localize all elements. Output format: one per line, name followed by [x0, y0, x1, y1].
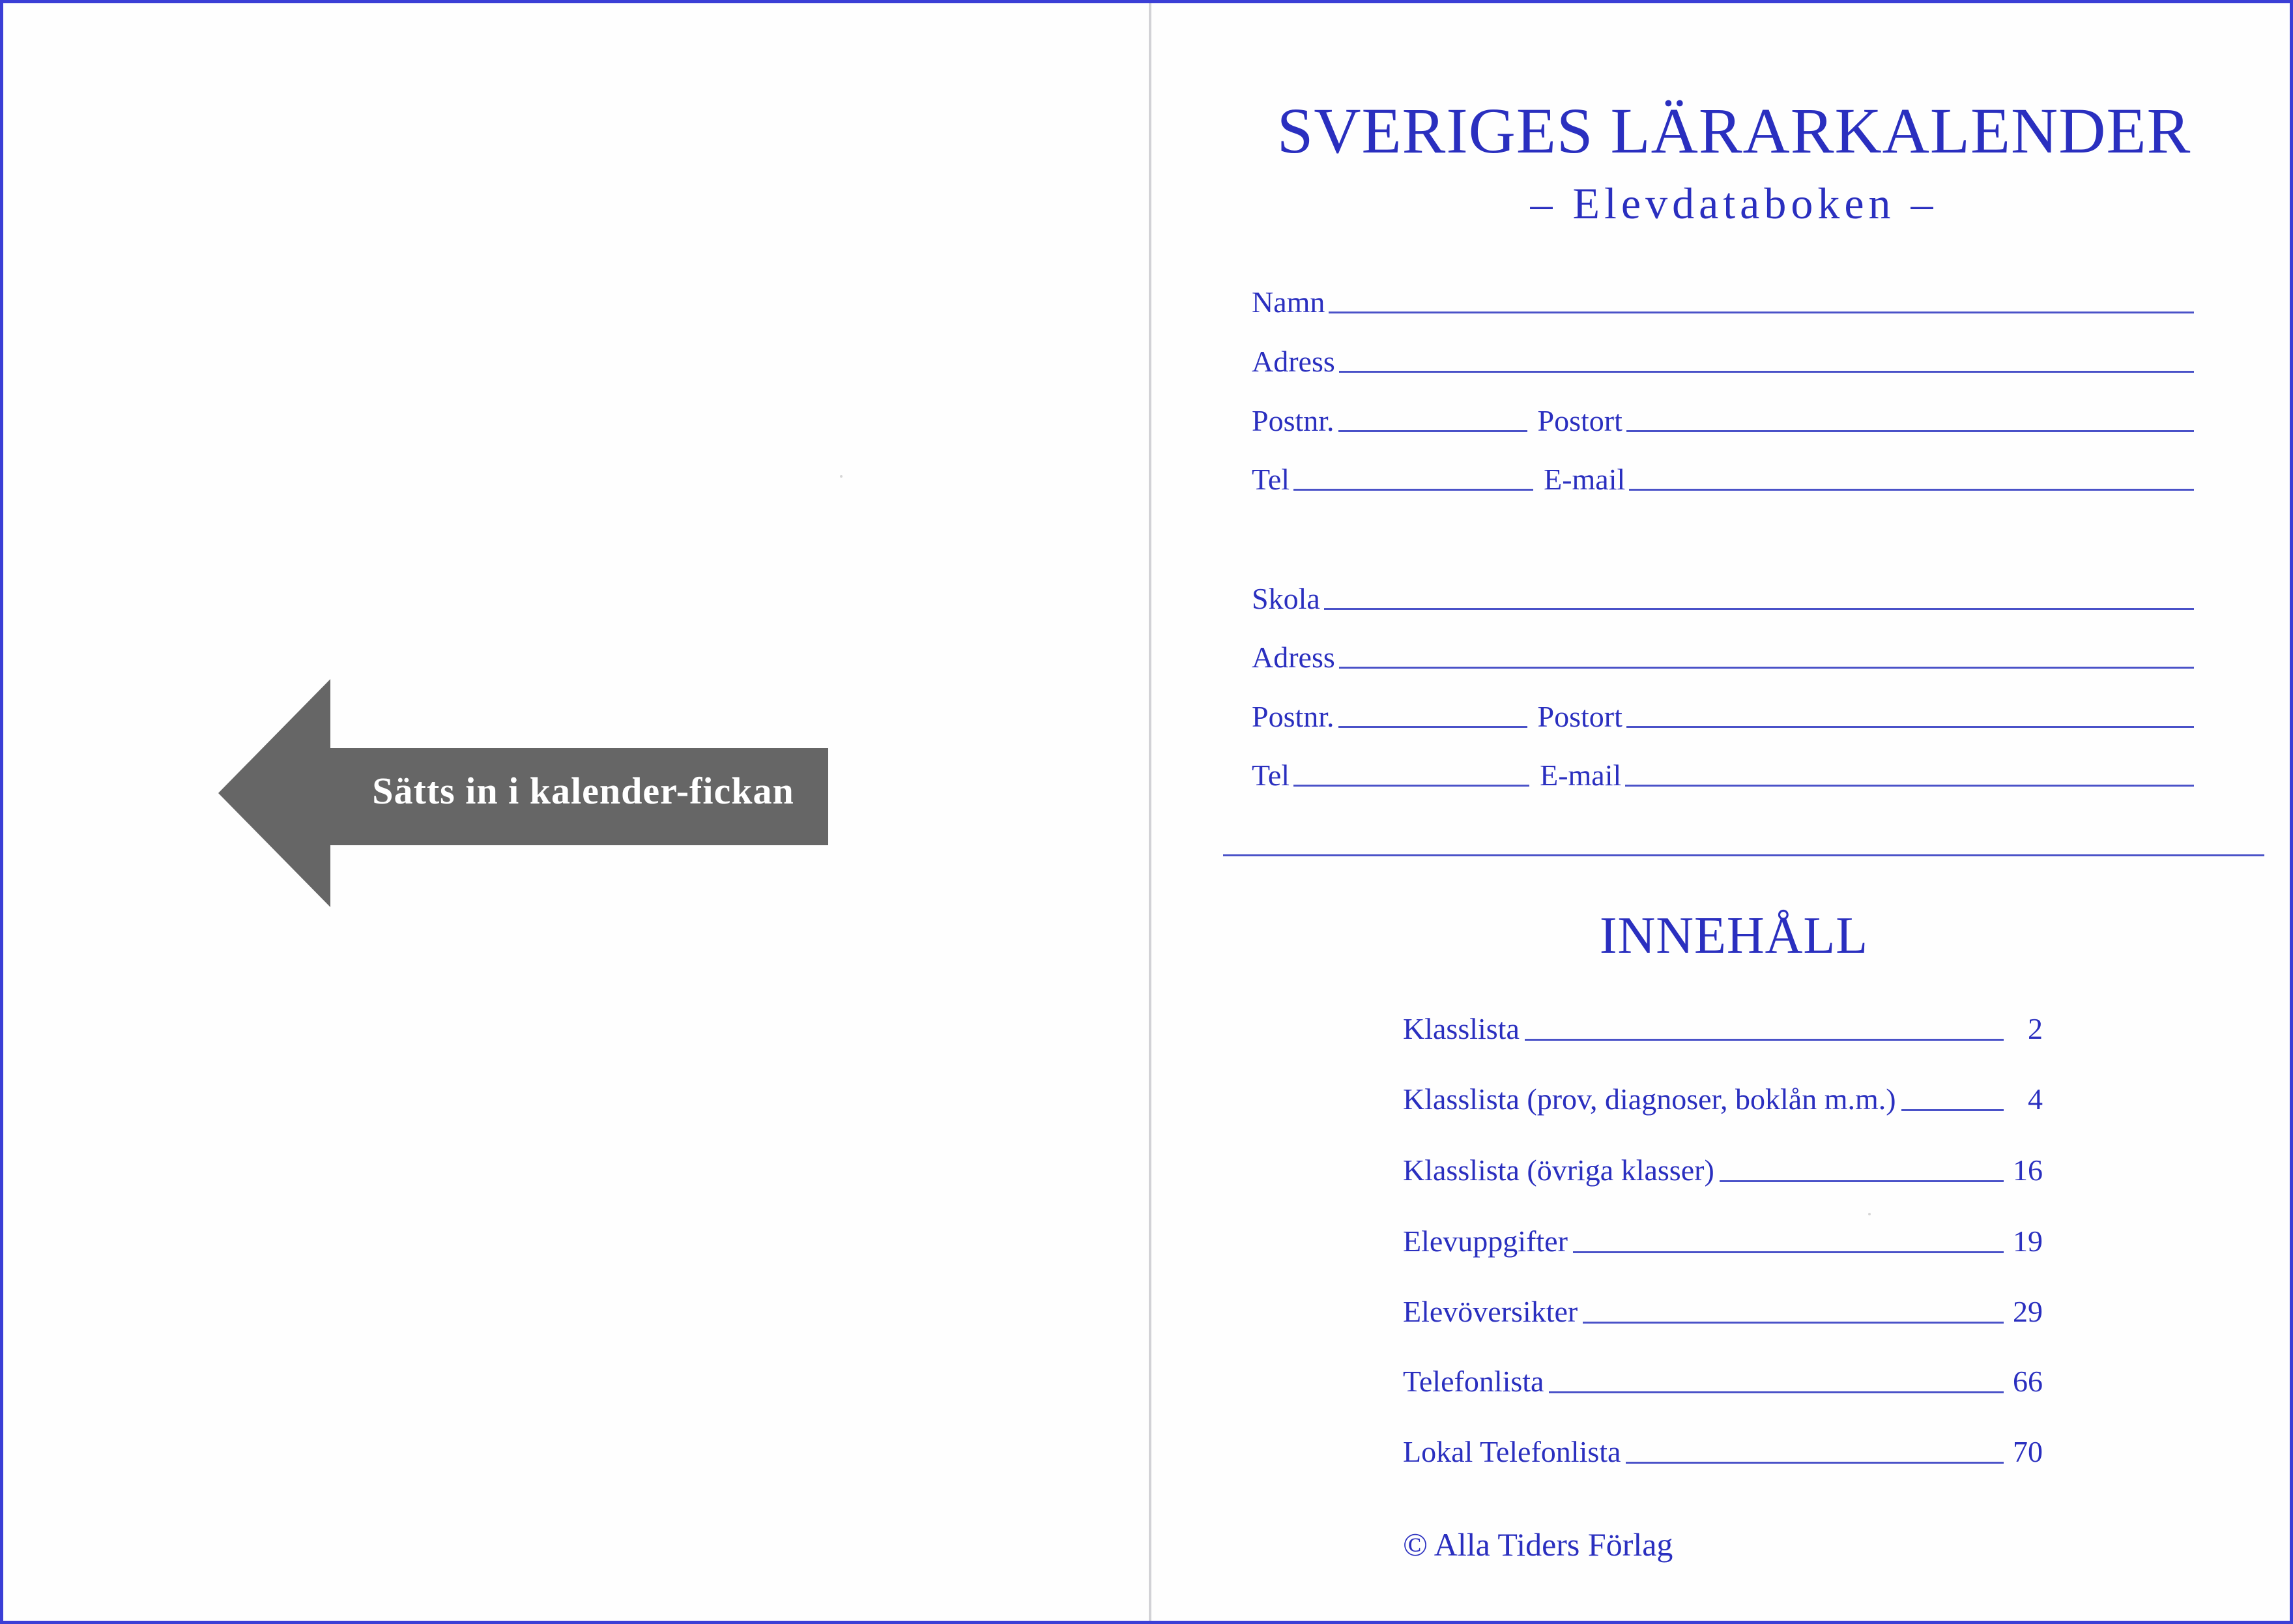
postal-code-field[interactable]	[1338, 430, 1527, 432]
toc-entry-page: 4	[2028, 1082, 2043, 1116]
page-subtitle: – Elevdataboken –	[1530, 179, 1938, 228]
toc-entry	[1403, 1004, 2043, 1046]
school-address-field[interactable]	[1339, 667, 2194, 669]
toc-entry-page: 19	[2013, 1225, 2043, 1258]
school-address-label: Adress	[1252, 641, 1335, 674]
school-email-label: E-mail	[1540, 759, 1622, 792]
toc-entry-page: 29	[2013, 1295, 2043, 1328]
email-field[interactable]	[1629, 489, 2194, 491]
school-label: Skola	[1252, 582, 1320, 615]
city-field[interactable]	[1626, 430, 2194, 432]
school-field[interactable]	[1324, 608, 2194, 610]
school-phone-label: Tel	[1252, 759, 1290, 792]
toc-leader-line	[1573, 1251, 2004, 1253]
name-field[interactable]	[1329, 312, 2194, 313]
toc-entry	[1403, 1427, 2043, 1469]
toc-entry	[1403, 1146, 2043, 1187]
name-label: Namn	[1252, 285, 1325, 319]
toc-entry	[1403, 1075, 2043, 1116]
form-row-school-address	[1252, 627, 2194, 673]
toc-entry-title: Elevöversikter	[1403, 1295, 1578, 1328]
toc-entry-title: Elevuppgifter	[1403, 1225, 1568, 1258]
copyright-notice: © Alla Tiders Förlag	[1403, 1526, 1673, 1563]
toc-leader-line	[1901, 1109, 2004, 1111]
form-row-postal	[1252, 390, 2194, 436]
toc-leader-line	[1583, 1322, 2004, 1324]
toc-entry-title: Klasslista (övriga klasser)	[1403, 1153, 1714, 1187]
toc-entry	[1403, 1287, 2043, 1329]
phone-field[interactable]	[1293, 489, 1533, 491]
toc-entry-title: Telefonlista	[1403, 1365, 1544, 1398]
scan-speck	[840, 475, 843, 478]
toc-entry-page: 66	[2013, 1365, 2043, 1398]
form-row-school	[1252, 568, 2194, 614]
school-city-field[interactable]	[1626, 726, 2194, 728]
city-label: Postort	[1537, 404, 1622, 437]
postal-code-label: Postnr.	[1252, 404, 1334, 437]
email-label: E-mail	[1544, 463, 1626, 496]
toc-leader-line	[1525, 1039, 2004, 1041]
toc-entry	[1403, 1357, 2043, 1399]
scan-speck	[1868, 1213, 1871, 1215]
form-row-address	[1252, 331, 2194, 377]
toc-entry	[1403, 1217, 2043, 1258]
form-row-school-postal	[1252, 686, 2194, 732]
form-row-contact	[1252, 449, 2194, 495]
toc-heading: INNEHÅLL	[1599, 907, 1869, 964]
school-phone-field[interactable]	[1293, 785, 1529, 787]
school-email-field[interactable]	[1625, 785, 2194, 787]
form-row-name	[1252, 272, 2194, 317]
page-title: SVERIGES LÄRARKALENDER	[1276, 94, 2191, 167]
toc-entry-title: Klasslista (prov, diagnoser, boklån m.m.)	[1403, 1082, 1896, 1116]
toc-entry-page: 16	[2013, 1153, 2043, 1187]
school-city-label: Postort	[1537, 700, 1622, 733]
toc-entry-page: 2	[2028, 1012, 2043, 1045]
toc-entry-page: 70	[2013, 1435, 2043, 1468]
insert-arrow	[218, 679, 828, 907]
section-divider	[1223, 854, 2264, 856]
arrow-label: Sätts in i kalender-fickan	[372, 770, 794, 812]
toc-leader-line	[1626, 1462, 2004, 1464]
address-label: Adress	[1252, 345, 1335, 378]
phone-label: Tel	[1252, 463, 1290, 496]
toc-leader-line	[1549, 1391, 2004, 1393]
school-postal-code-label: Postnr.	[1252, 700, 1334, 733]
page-gutter	[1149, 3, 1151, 1621]
address-field[interactable]	[1339, 371, 2194, 373]
toc-entry-title: Klasslista	[1403, 1012, 1520, 1045]
form-row-school-contact	[1252, 745, 2194, 790]
toc-entry-title: Lokal Telefonlista	[1403, 1435, 1621, 1468]
toc-leader-line	[1720, 1180, 2004, 1182]
school-postal-code-field[interactable]	[1338, 726, 1527, 728]
